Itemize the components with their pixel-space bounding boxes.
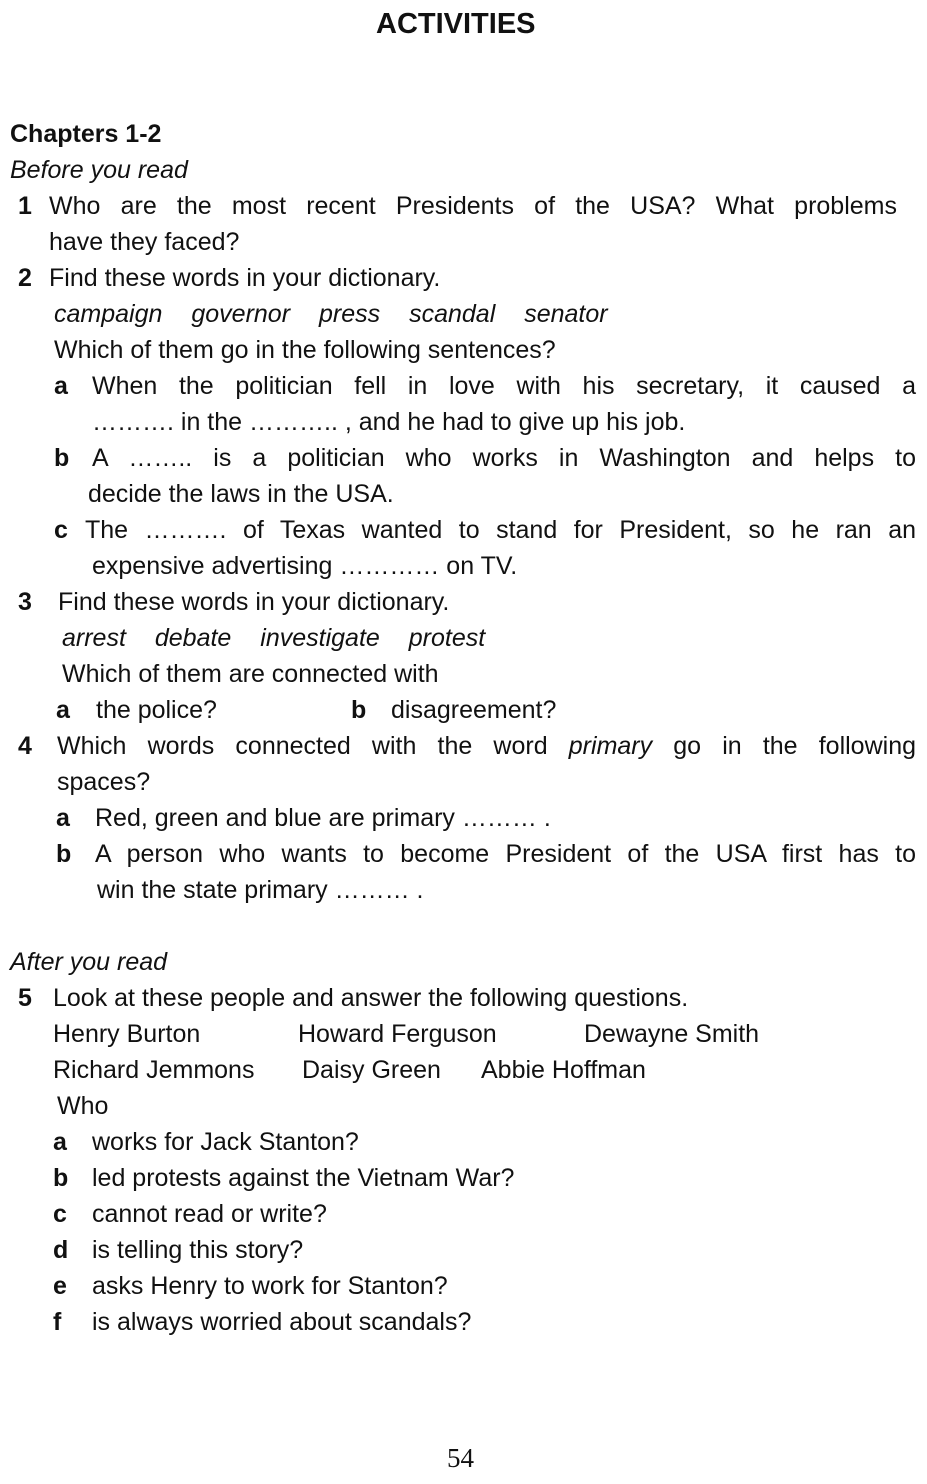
- question-number: 5: [18, 984, 32, 1012]
- item-5b: [53, 1160, 514, 1196]
- name-howard-ferguson: Howard Ferguson: [298, 1020, 497, 1048]
- item-letter: b: [54, 444, 70, 472]
- word-item: arrest: [62, 624, 126, 652]
- item-letter: b: [53, 1164, 69, 1192]
- item-text: cannot read or write?: [92, 1200, 327, 1228]
- name-henry-burton: Henry Burton: [53, 1020, 201, 1048]
- item-letter: c: [54, 516, 68, 544]
- name-daisy-green: Daisy Green: [302, 1056, 441, 1084]
- word-item: governor: [191, 300, 291, 328]
- section-title: Chapters 1-2: [10, 120, 162, 148]
- item-2b-line-2: decide the laws in the USA.: [88, 480, 394, 508]
- item-text: is telling this story?: [92, 1236, 304, 1264]
- item-text: The ………. of Texas wanted to stand for President, so he ran an: [85, 516, 916, 544]
- question-text-part: Which words connected with the word: [57, 732, 548, 760]
- question-4: [18, 728, 916, 764]
- item-letter: b: [56, 840, 72, 868]
- item-5e: [53, 1268, 448, 1304]
- word-list-2: [54, 296, 630, 332]
- question-italic-word: primary: [568, 732, 653, 760]
- item-text: disagreement?: [391, 696, 557, 724]
- item-2a: [54, 368, 916, 404]
- item-5a: [53, 1124, 359, 1160]
- item-5f: [53, 1304, 471, 1340]
- item-text: When the politician fell in love with his secretary, it caused a: [92, 372, 916, 400]
- item-3b: [351, 692, 556, 728]
- item-4b-line-2: win the state primary ……… .: [97, 876, 424, 904]
- word-list-3: [62, 620, 507, 656]
- item-letter: c: [53, 1200, 67, 1228]
- question-number: 1: [18, 192, 32, 220]
- word-item: campaign: [54, 300, 163, 328]
- item-5d: [53, 1232, 303, 1268]
- item-text: is always worried about scandals?: [92, 1308, 472, 1336]
- after-you-read-label: After you read: [10, 948, 168, 976]
- item-text: A …….. is a politician who works in Washington and helps to: [92, 444, 916, 472]
- item-letter: f: [53, 1308, 62, 1336]
- question-2: [18, 260, 440, 296]
- item-2c-line-2: expensive advertising ………… on TV.: [92, 552, 518, 580]
- item-text: asks Henry to work for Stanton?: [92, 1272, 448, 1300]
- item-text: works for Jack Stanton?: [92, 1128, 359, 1156]
- item-text: the police?: [96, 696, 217, 724]
- word-item: debate: [154, 624, 232, 652]
- item-3a: [56, 692, 217, 728]
- item-letter: e: [53, 1272, 67, 1300]
- question-1-line-2: have they faced?: [49, 228, 240, 256]
- question-number: 4: [18, 732, 32, 760]
- word-item: protest: [408, 624, 486, 652]
- question-text: Who are the most recent Presidents of the USA? What problems: [49, 192, 897, 220]
- before-you-read-label: Before you read: [10, 156, 188, 184]
- name-abbie-hoffman: Abbie Hoffman: [481, 1056, 646, 1084]
- word-item: senator: [524, 300, 608, 328]
- question-4-line-2: spaces?: [57, 768, 151, 796]
- name-dewayne-smith: Dewayne Smith: [584, 1020, 760, 1048]
- who-label: Who: [57, 1092, 109, 1120]
- item-2b: [54, 440, 916, 476]
- question-5: [18, 980, 688, 1016]
- name-richard-jemmons: Richard Jemmons: [53, 1056, 255, 1084]
- item-letter: b: [351, 696, 367, 724]
- page-number: 54: [447, 1443, 474, 1473]
- item-2a-line-2: ………. in the ……….. , and he had to give up his job.: [92, 408, 686, 436]
- word-item: scandal: [409, 300, 496, 328]
- question-text: Find these words in your dictionary.: [49, 264, 441, 292]
- item-5c: [53, 1196, 327, 1232]
- item-letter: a: [56, 804, 70, 832]
- item-text: Red, green and blue are primary ……… .: [95, 804, 551, 832]
- item-4b: [56, 836, 916, 872]
- item-letter: a: [54, 372, 68, 400]
- question-3: [18, 584, 449, 620]
- word-item: investigate: [260, 624, 380, 652]
- word-item: press: [318, 300, 381, 328]
- item-text: A person who wants to become President of the USA first has to: [95, 840, 916, 868]
- question-number: 3: [18, 588, 32, 616]
- item-4a: [56, 800, 551, 836]
- question-text: [57, 728, 916, 764]
- question-text-part: go in the following: [673, 732, 917, 760]
- question-number: 2: [18, 264, 32, 292]
- sub-prompt-2: Which of them go in the following sentences?: [54, 336, 556, 364]
- item-letter: a: [53, 1128, 67, 1156]
- question-1: [18, 188, 900, 224]
- page-heading: ACTIVITIES: [376, 8, 536, 40]
- question-text: Find these words in your dictionary.: [58, 588, 450, 616]
- item-letter: a: [56, 696, 70, 724]
- item-letter: d: [53, 1236, 69, 1264]
- item-2c: [54, 512, 916, 548]
- question-text: Look at these people and answer the following questions.: [53, 984, 689, 1012]
- sub-prompt-3: Which of them are connected with: [62, 660, 439, 688]
- item-text: led protests against the Vietnam War?: [92, 1164, 515, 1192]
